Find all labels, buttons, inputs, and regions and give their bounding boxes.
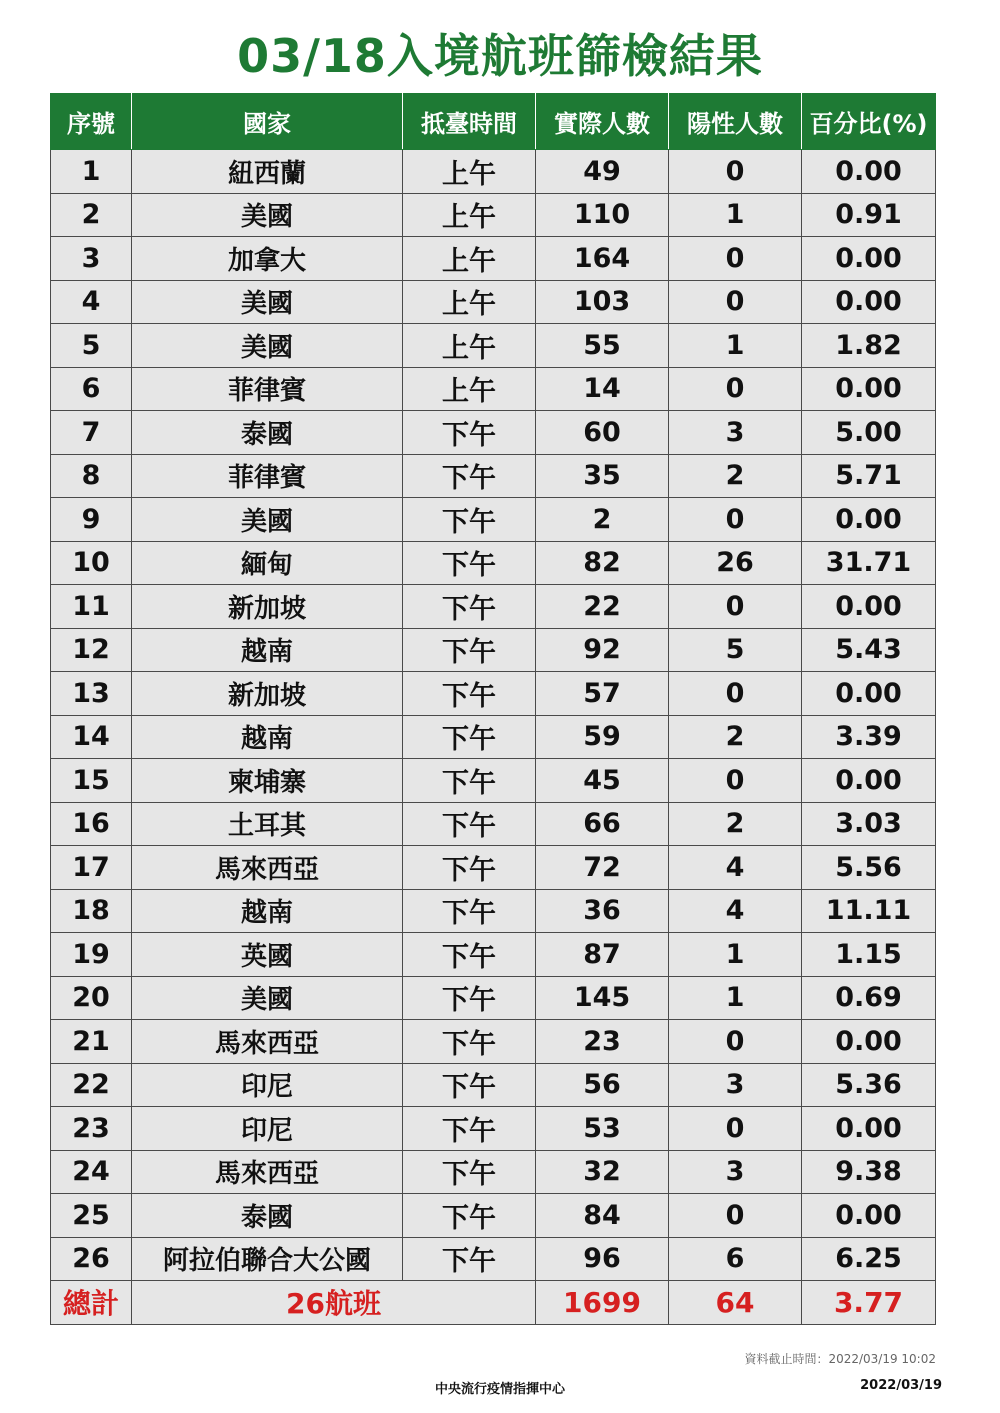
cell-actual-count: 87 bbox=[536, 933, 669, 977]
cell-arrival-time: 下午 bbox=[403, 585, 536, 629]
cell-actual-count: 82 bbox=[536, 541, 669, 585]
cell-index: 19 bbox=[51, 933, 132, 977]
cell-actual-count: 22 bbox=[536, 585, 669, 629]
cell-index: 20 bbox=[51, 976, 132, 1020]
cell-country: 美國 bbox=[132, 193, 403, 237]
cell-index: 23 bbox=[51, 1107, 132, 1151]
cell-country: 新加坡 bbox=[132, 672, 403, 716]
cell-index: 7 bbox=[51, 411, 132, 455]
cell-percent: 0.00 bbox=[802, 759, 936, 803]
cell-actual-count: 53 bbox=[536, 1107, 669, 1151]
cell-actual-count: 23 bbox=[536, 1020, 669, 1064]
cell-positive-count: 0 bbox=[669, 1107, 802, 1151]
cell-actual-count: 57 bbox=[536, 672, 669, 716]
cell-country: 美國 bbox=[132, 280, 403, 324]
cell-country: 土耳其 bbox=[132, 802, 403, 846]
cell-percent: 0.00 bbox=[802, 672, 936, 716]
cell-arrival-time: 下午 bbox=[403, 846, 536, 890]
cell-arrival-time: 下午 bbox=[403, 976, 536, 1020]
cell-actual-count: 49 bbox=[536, 150, 669, 194]
table-row bbox=[51, 411, 936, 455]
table-row bbox=[51, 628, 936, 672]
cell-country: 柬埔寨 bbox=[132, 759, 403, 803]
cell-percent: 3.39 bbox=[802, 715, 936, 759]
column-header-country: 國家 bbox=[132, 94, 403, 150]
cell-positive-count: 0 bbox=[669, 1194, 802, 1238]
cell-arrival-time: 下午 bbox=[403, 759, 536, 803]
cell-actual-count: 84 bbox=[536, 1194, 669, 1238]
column-header-arrival-time: 抵臺時間 bbox=[403, 94, 536, 150]
cell-actual-count: 96 bbox=[536, 1237, 669, 1281]
table-row bbox=[51, 585, 936, 629]
cell-arrival-time: 下午 bbox=[403, 889, 536, 933]
cell-positive-count: 1 bbox=[669, 193, 802, 237]
cell-arrival-time: 上午 bbox=[403, 150, 536, 194]
cell-actual-count: 55 bbox=[536, 324, 669, 368]
cell-country: 美國 bbox=[132, 324, 403, 368]
column-header-percent: 百分比(%) bbox=[802, 94, 936, 150]
cell-arrival-time: 上午 bbox=[403, 237, 536, 281]
cell-country: 泰國 bbox=[132, 411, 403, 455]
cell-positive-count: 0 bbox=[669, 585, 802, 629]
cell-index: 11 bbox=[51, 585, 132, 629]
cell-arrival-time: 下午 bbox=[403, 454, 536, 498]
table-row bbox=[51, 150, 936, 194]
cell-actual-count: 32 bbox=[536, 1150, 669, 1194]
cell-percent: 0.00 bbox=[802, 1107, 936, 1151]
cell-percent: 9.38 bbox=[802, 1150, 936, 1194]
cell-country: 越南 bbox=[132, 628, 403, 672]
cell-index: 13 bbox=[51, 672, 132, 716]
publish-date: 2022/03/19 bbox=[860, 1378, 942, 1393]
cell-percent: 5.71 bbox=[802, 454, 936, 498]
table-row bbox=[51, 541, 936, 585]
cell-index: 2 bbox=[51, 193, 132, 237]
cell-percent: 5.43 bbox=[802, 628, 936, 672]
cell-actual-count: 110 bbox=[536, 193, 669, 237]
cell-index: 17 bbox=[51, 846, 132, 890]
table-row bbox=[51, 367, 936, 411]
total-flights: 26航班 bbox=[132, 1281, 536, 1325]
cell-percent: 0.91 bbox=[802, 193, 936, 237]
cell-percent: 0.00 bbox=[802, 150, 936, 194]
cell-index: 18 bbox=[51, 889, 132, 933]
cell-actual-count: 72 bbox=[536, 846, 669, 890]
cell-actual-count: 145 bbox=[536, 976, 669, 1020]
cell-positive-count: 0 bbox=[669, 498, 802, 542]
column-header-actual-count: 實際人數 bbox=[536, 94, 669, 150]
cell-arrival-time: 上午 bbox=[403, 367, 536, 411]
cell-index: 8 bbox=[51, 454, 132, 498]
total-label: 總計 bbox=[51, 1281, 132, 1325]
cell-index: 4 bbox=[51, 280, 132, 324]
cell-positive-count: 0 bbox=[669, 367, 802, 411]
cell-positive-count: 4 bbox=[669, 846, 802, 890]
cell-arrival-time: 下午 bbox=[403, 1150, 536, 1194]
cell-index: 22 bbox=[51, 1063, 132, 1107]
cell-percent: 0.00 bbox=[802, 1020, 936, 1064]
cell-positive-count: 5 bbox=[669, 628, 802, 672]
total-percent: 3.77 bbox=[802, 1281, 936, 1325]
table-row bbox=[51, 846, 936, 890]
table-row bbox=[51, 976, 936, 1020]
cell-arrival-time: 下午 bbox=[403, 628, 536, 672]
cell-percent: 0.00 bbox=[802, 237, 936, 281]
cell-country: 美國 bbox=[132, 498, 403, 542]
cell-positive-count: 3 bbox=[669, 1063, 802, 1107]
cell-percent: 0.00 bbox=[802, 280, 936, 324]
cell-percent: 3.03 bbox=[802, 802, 936, 846]
cell-percent: 5.56 bbox=[802, 846, 936, 890]
cell-index: 21 bbox=[51, 1020, 132, 1064]
cell-positive-count: 2 bbox=[669, 454, 802, 498]
cell-arrival-time: 下午 bbox=[403, 672, 536, 716]
cell-country: 越南 bbox=[132, 889, 403, 933]
table-body bbox=[51, 150, 936, 1281]
cell-positive-count: 3 bbox=[669, 411, 802, 455]
cell-arrival-time: 下午 bbox=[403, 1063, 536, 1107]
cell-index: 26 bbox=[51, 1237, 132, 1281]
cell-arrival-time: 上午 bbox=[403, 324, 536, 368]
cell-country: 越南 bbox=[132, 715, 403, 759]
cell-percent: 6.25 bbox=[802, 1237, 936, 1281]
cell-percent: 0.00 bbox=[802, 498, 936, 542]
cell-index: 12 bbox=[51, 628, 132, 672]
cell-country: 英國 bbox=[132, 933, 403, 977]
cell-arrival-time: 下午 bbox=[403, 411, 536, 455]
cell-arrival-time: 下午 bbox=[403, 1194, 536, 1238]
cell-actual-count: 66 bbox=[536, 802, 669, 846]
table-row bbox=[51, 802, 936, 846]
table-row bbox=[51, 280, 936, 324]
total-people: 1699 bbox=[536, 1281, 669, 1325]
cell-country: 馬來西亞 bbox=[132, 1020, 403, 1064]
cell-positive-count: 0 bbox=[669, 672, 802, 716]
cell-arrival-time: 下午 bbox=[403, 541, 536, 585]
cell-positive-count: 0 bbox=[669, 150, 802, 194]
cell-arrival-time: 上午 bbox=[403, 280, 536, 324]
cell-actual-count: 35 bbox=[536, 454, 669, 498]
cell-percent: 1.15 bbox=[802, 933, 936, 977]
cell-country: 新加坡 bbox=[132, 585, 403, 629]
cell-country: 紐西蘭 bbox=[132, 150, 403, 194]
cell-percent: 0.00 bbox=[802, 367, 936, 411]
cell-positive-count: 2 bbox=[669, 802, 802, 846]
cell-percent: 11.11 bbox=[802, 889, 936, 933]
table-row bbox=[51, 1150, 936, 1194]
cell-country: 緬甸 bbox=[132, 541, 403, 585]
table-row bbox=[51, 1194, 936, 1238]
table-row bbox=[51, 1063, 936, 1107]
cell-positive-count: 1 bbox=[669, 933, 802, 977]
cell-actual-count: 103 bbox=[536, 280, 669, 324]
cell-index: 14 bbox=[51, 715, 132, 759]
table-row bbox=[51, 237, 936, 281]
cell-actual-count: 60 bbox=[536, 411, 669, 455]
cell-index: 3 bbox=[51, 237, 132, 281]
cell-arrival-time: 上午 bbox=[403, 193, 536, 237]
cell-percent: 5.00 bbox=[802, 411, 936, 455]
cell-arrival-time: 下午 bbox=[403, 1107, 536, 1151]
cell-actual-count: 36 bbox=[536, 889, 669, 933]
cell-percent: 0.69 bbox=[802, 976, 936, 1020]
total-row bbox=[51, 1281, 936, 1325]
table-row bbox=[51, 933, 936, 977]
cell-actual-count: 164 bbox=[536, 237, 669, 281]
column-header-index: 序號 bbox=[51, 94, 132, 150]
cell-positive-count: 1 bbox=[669, 976, 802, 1020]
table-row bbox=[51, 454, 936, 498]
cell-percent: 0.00 bbox=[802, 585, 936, 629]
cell-percent: 0.00 bbox=[802, 1194, 936, 1238]
cell-arrival-time: 下午 bbox=[403, 1237, 536, 1281]
column-header-positive-count: 陽性人數 bbox=[669, 94, 802, 150]
cell-country: 印尼 bbox=[132, 1063, 403, 1107]
cell-country: 菲律賓 bbox=[132, 454, 403, 498]
cell-index: 25 bbox=[51, 1194, 132, 1238]
cell-percent: 5.36 bbox=[802, 1063, 936, 1107]
cell-positive-count: 0 bbox=[669, 1020, 802, 1064]
data-cutoff-time: 資料截止時間：2022/03/19 10:02 bbox=[744, 1352, 936, 1366]
table-header-row bbox=[51, 94, 936, 150]
cell-positive-count: 3 bbox=[669, 1150, 802, 1194]
cell-country: 加拿大 bbox=[132, 237, 403, 281]
cell-index: 24 bbox=[51, 1150, 132, 1194]
table-row bbox=[51, 498, 936, 542]
cell-actual-count: 56 bbox=[536, 1063, 669, 1107]
table-row bbox=[51, 715, 936, 759]
table-row bbox=[51, 1107, 936, 1151]
cell-actual-count: 14 bbox=[536, 367, 669, 411]
cell-actual-count: 2 bbox=[536, 498, 669, 542]
table-row bbox=[51, 324, 936, 368]
cell-actual-count: 59 bbox=[536, 715, 669, 759]
cell-index: 6 bbox=[51, 367, 132, 411]
cell-arrival-time: 下午 bbox=[403, 498, 536, 542]
cell-positive-count: 0 bbox=[669, 280, 802, 324]
screening-results-table bbox=[50, 93, 936, 1325]
cell-country: 阿拉伯聯合大公國 bbox=[132, 1237, 403, 1281]
table-row bbox=[51, 672, 936, 716]
cell-arrival-time: 下午 bbox=[403, 933, 536, 977]
cell-index: 5 bbox=[51, 324, 132, 368]
cell-arrival-time: 下午 bbox=[403, 1020, 536, 1064]
cell-positive-count: 2 bbox=[669, 715, 802, 759]
cell-country: 馬來西亞 bbox=[132, 846, 403, 890]
cell-country: 菲律賓 bbox=[132, 367, 403, 411]
cell-actual-count: 45 bbox=[536, 759, 669, 803]
cell-index: 1 bbox=[51, 150, 132, 194]
cell-positive-count: 0 bbox=[669, 759, 802, 803]
cell-positive-count: 26 bbox=[669, 541, 802, 585]
cell-index: 15 bbox=[51, 759, 132, 803]
cell-index: 16 bbox=[51, 802, 132, 846]
cell-index: 9 bbox=[51, 498, 132, 542]
table-row bbox=[51, 759, 936, 803]
cell-percent: 31.71 bbox=[802, 541, 936, 585]
organization-name: 中央流行疫情指揮中心 bbox=[434, 1382, 565, 1397]
cell-percent: 1.82 bbox=[802, 324, 936, 368]
total-positive: 64 bbox=[669, 1281, 802, 1325]
cell-country: 美國 bbox=[132, 976, 403, 1020]
cell-arrival-time: 下午 bbox=[403, 802, 536, 846]
cell-actual-count: 92 bbox=[536, 628, 669, 672]
cell-positive-count: 0 bbox=[669, 237, 802, 281]
cell-arrival-time: 下午 bbox=[403, 715, 536, 759]
cell-country: 泰國 bbox=[132, 1194, 403, 1238]
page-title: 03/18入境航班篩檢結果 bbox=[237, 29, 763, 83]
cell-country: 馬來西亞 bbox=[132, 1150, 403, 1194]
cell-positive-count: 1 bbox=[669, 324, 802, 368]
table-row bbox=[51, 193, 936, 237]
cell-index: 10 bbox=[51, 541, 132, 585]
cell-country: 印尼 bbox=[132, 1107, 403, 1151]
cell-positive-count: 6 bbox=[669, 1237, 802, 1281]
table-row bbox=[51, 1020, 936, 1064]
cell-positive-count: 4 bbox=[669, 889, 802, 933]
table-row bbox=[51, 1237, 936, 1281]
table-row bbox=[51, 889, 936, 933]
